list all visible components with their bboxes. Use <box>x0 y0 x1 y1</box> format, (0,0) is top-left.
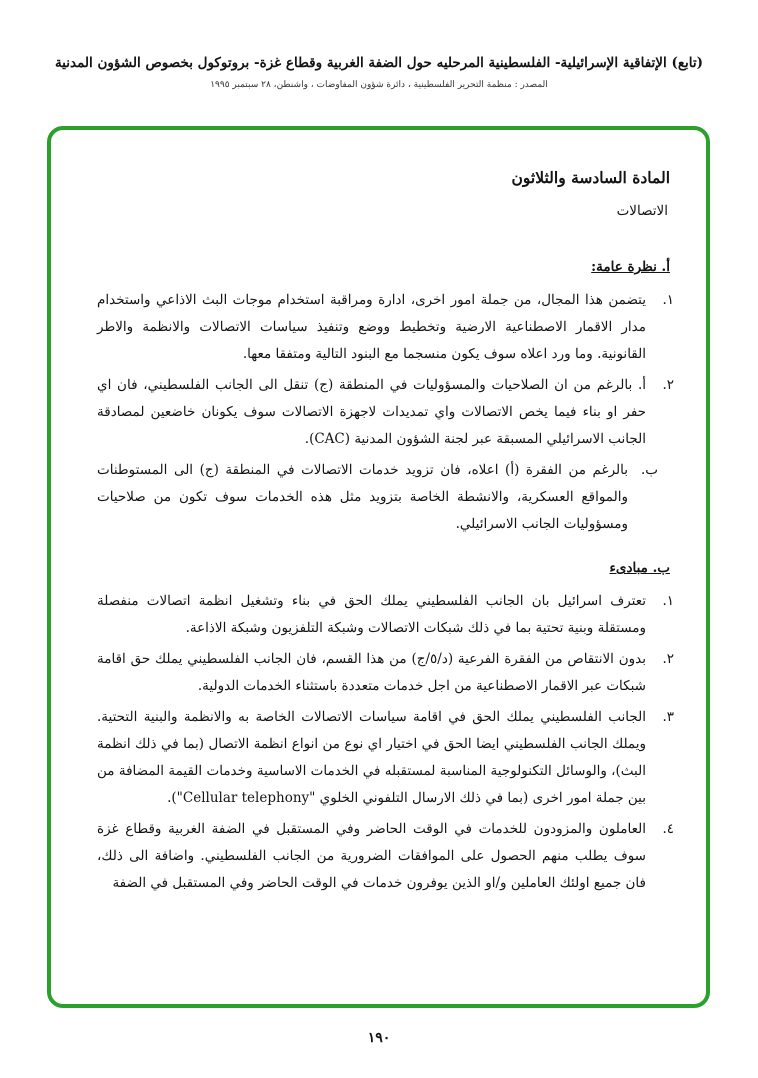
list-item <box>97 287 674 368</box>
list-item <box>97 816 674 897</box>
list-item <box>97 588 674 642</box>
item-text: أ. بالرغم من ان الصلاحيات والمسؤوليات في المنطقة (ج) تنقل الى الجانب الفلسطيني، فان اي حفر او بناء فيما يخص الاتصالات واي تمديدات لاجهزة الاتصالات سوف يكونان خاضعين لمصادقة الجانب الاسرائيلي المسبقة عبر لجنة الشؤون المدنية (CAC). <box>97 377 646 447</box>
item-number: ب. <box>640 462 658 478</box>
header-title: (تابع) الإتفاقية الإسرائيلية- الفلسطينية المرحليه حول الضفة الغربية وقطاع غزة- بروتوكول بخصوص الشؤون المدنية <box>54 55 704 71</box>
article-title: المادة السادسة والثلاثون <box>511 168 670 187</box>
item-number: ٣. <box>662 709 674 725</box>
item-text: العاملون والمزودون للخدمات في الوقت الحاضر وفي المستقبل في الضفة الغربية وقطاع غزة سوف يطلب منهم الحصول على الموافقات الضرورية من الجانب الفلسطيني. واضافة الى ذلك، فان جميع اولئك العاملين و/او الذين يوفرون خدمات في الوقت الحاضر وفي المستقبل في الضفة <box>97 821 646 891</box>
document-header <box>0 54 758 90</box>
header-source-line: المصدر : منظمة التحرير الفلسطينية ، دائرة شؤون المفاوضات ، واشنطن، ٢٨ سبتمبر ١٩٩٥ <box>210 80 548 90</box>
content-frame <box>47 126 710 1008</box>
section-a-heading: أ. نظرة عامة: <box>591 259 670 275</box>
item-text: بالرغم من الفقرة (أ) اعلاه، فان تزويد خدمات الاتصالات في المنطقة (ج) الى المستوطنات والمواقع العسكرية، والانشطة الخاصة بتزويد مثل هذه الخدمات سوف تكون من صلاحيات ومسؤوليات الجانب الاسرائيلي. <box>97 462 628 532</box>
item-text: يتضمن هذا المجال، من جملة امور اخرى، ادارة ومراقبة استخدام موجات البث الاذاعي واستخدام مدار الاقمار الاصطناعية الارضية وتخطيط ووضع وتنفيذ سياسات الاتصالات والانظمة والاطر القانونية. وما ورد اعلاه سوف يكون منسجما مع البنود التالية ومتفقا معها. <box>97 292 646 362</box>
list-item <box>97 646 674 700</box>
item-number: ٤. <box>662 821 674 837</box>
item-number: ١. <box>662 292 674 308</box>
item-text: الجانب الفلسطيني يملك الحق في اقامة سياسات الاتصالات الخاصة به والانظمة والبنية التحتية. ويملك الجانب الفلسطيني ايضا الحق في اختيار اي نوع من انواع انظمة الاتصال (بما في ذلك انظمة البث)، والوسائل التكنولوجية المناسبة لمستقبله في الخدمات الاساسية وخدمات القيمة المضافة من بين جملة امور اخرى (بما في ذلك الارسال التلفوني الخلوي "Cellular telephony"). <box>97 709 646 806</box>
list-item <box>97 372 674 453</box>
item-number: ٢. <box>662 377 674 393</box>
item-number: ١. <box>662 593 674 609</box>
page-number: ١٩٠ <box>367 1030 391 1046</box>
item-number: ٢. <box>662 651 674 667</box>
article-subtitle: الاتصالات <box>616 203 668 219</box>
list-item <box>97 457 674 538</box>
item-text: تعترف اسرائيل بان الجانب الفلسطيني يملك الحق في بناء وتشغيل انظمة اتصالات منفصلة ومستقلة وبنية تحتية بما في ذلك شبكات الاتصالات وشبكة التلفزيون وشبكة الاذاعة. <box>97 593 646 636</box>
item-text: بدون الانتقاص من الفقرة الفرعية (د/٥/ج) من هذا القسم، فان الجانب الفلسطيني يملك حق اقامة شبكات عبر الاقمار الاصطناعية من اجل خدمات متعددة باستثناء الخدمات الدولية. <box>97 651 647 694</box>
list-item <box>97 704 674 812</box>
section-b-heading: ب. مبادىء <box>609 560 670 576</box>
